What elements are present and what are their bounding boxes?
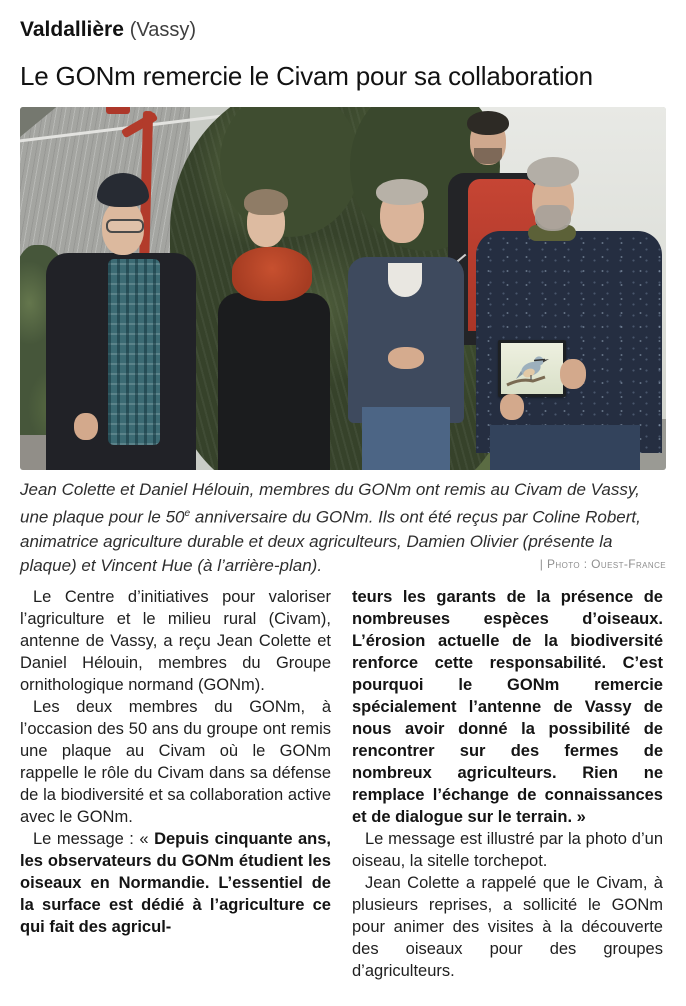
article-column-right [352,586,663,982]
paragraph [20,696,331,828]
text-segment: anniversaire du GONm. Ils ont été reçus par Coline Robert, animatrice agriculture durable et deux agriculteurs, Damien Olivier (présente la plaque) et Vincent Hue (à l’arrière-plan). [20,507,641,575]
paragraph [352,586,663,828]
header-kicker [20,18,666,42]
article-figure [20,107,666,578]
text-segment: Depuis cinquante ans, les observateurs du GONm étudient les oiseaux en Normandie. L’essentiel de la surface est dédié à l’agriculture ce qui fait des agricul- [20,829,332,936]
text-segment: Le message : « [33,829,155,848]
damien-hand [500,394,524,420]
text-segment: e [184,508,191,519]
damien-hand [560,359,586,389]
paragraph [20,828,331,938]
text-segment: Le message est illustré par la photo d’un oiseau, la sitelle torchepot. [352,829,663,870]
paragraph [352,872,663,982]
article-photo [20,107,666,470]
kicker-location: (Vassy) [129,19,197,41]
article-column-left [20,586,331,982]
text-segment: Jean Colette et Daniel Hélouin, membres du GONm ont remis au Civam de Vassy, une plaque pour le 50 [20,480,640,527]
text-segment: Le Centre d’initiatives pour valoriser l’agriculture et le milieu rural (Civam), antenne de Vassy, a reçu Jean Colette et Daniel Hélouin, membres du Groupe ornithologique normand (GONm). [20,587,331,694]
paragraph [20,586,331,696]
text-segment: Jean Colette a rappelé que le Civam, à plusieurs reprises, a sollicité le GONm pour animer des visites à la découverte des oiseaux pour des groupes d’agriculteurs. [352,873,663,980]
article-body [20,586,666,982]
kicker-city: Valdallière [20,18,124,41]
photo-credit: | Photo : Ouest-France [539,556,666,571]
text-segment: Les deux membres du GONm, à l’occasion des 50 ans du groupe ont remis une plaque au Civam où le GONm rappelle le rôle du Civam dans sa défense de la biodiversité et sa collaboration active avec le GONm. [20,697,331,826]
article-title: Le GONm remercie le Civam pour sa collaboration [20,61,593,91]
damien-beard [535,205,571,231]
nuthatch-bird-icon [501,343,563,394]
damien-hair [527,157,579,187]
damien-jeans [490,425,640,470]
photo-caption [20,478,666,578]
bird-plaque-picture [498,340,566,397]
person-damien-olivier [20,107,666,470]
paragraph [352,828,663,872]
text-segment: teurs les garants de la présence de nombreuses espèces d’oiseaux. L’érosion actuelle de la biodiversité renforce cette responsabilité. C’est pourquoi le GONm remercie spécialement l’antenne de Vassy de nous avoir donné la possibilité de rencontrer sur des fermes de nombreux agriculteurs. Rien ne remplace l’échange de connaissances et de dialogue sur le terrain. » [352,587,663,826]
